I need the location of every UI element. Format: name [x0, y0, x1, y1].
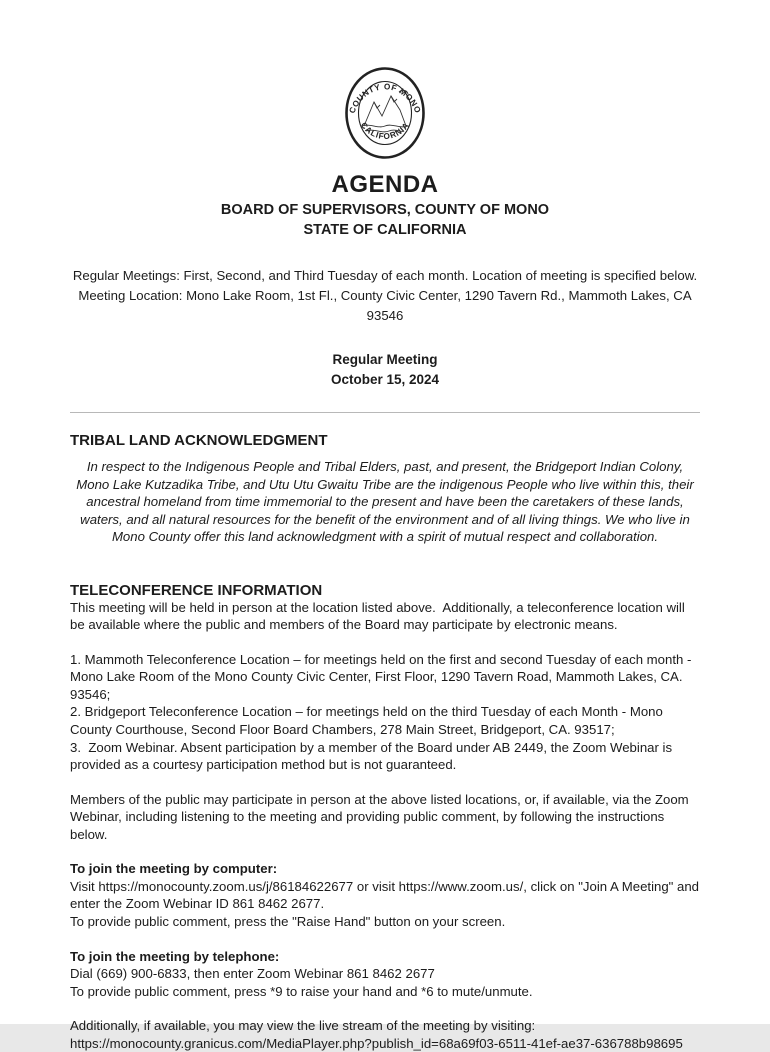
- join-by-telephone-heading: To join the meeting by telephone:: [70, 948, 280, 964]
- county-seal: [70, 66, 700, 165]
- document-title: AGENDA: [331, 171, 439, 198]
- livestream-intro: Additionally, if available, you may view the live stream of the meeting by visiting:: [70, 1018, 536, 1034]
- meeting-schedule-and-location: Regular Meetings: First, Second, and Third Tuesday of each month. Location of meeting is specified below. Meeting Location: Mono Lake Room, 1st Fl., County Civic Center, 1290 Tavern Rd., Mammoth Lakes, CA 93546: [72, 268, 698, 323]
- teleconference-location-1: 1. Mammoth Teleconference Location – for meetings held on the first and second Tuesday of each month - Mono Lake Room of the Mono County Civic Center, First Floor, 1290 Tavern Road, Mammoth Lakes, CA. 93546;: [70, 651, 696, 702]
- teleconference-location-2: 2. Bridgeport Teleconference Location – for meetings held on the third Tuesday of each Month - Mono County Courthouse, Second Floor Board Chambers, 278 Main Street, Bridgeport, CA. 93517;: [70, 704, 667, 738]
- teleconference-intro: This meeting will be held in person at the location listed above. Additionally, a teleconference location will be available where the public and members of the Board may participate by electronic means.: [70, 599, 689, 633]
- document-subtitle-board: BOARD OF SUPERVISORS, COUNTY OF MONO: [220, 202, 550, 218]
- telephone-public-comment-instructions: To provide public comment, press *9 to raise your hand and *6 to mute/unmute.: [70, 983, 533, 999]
- section-divider: [70, 412, 700, 413]
- public-participation-text: Members of the public may participate in person at the above listed locations, or, if available, via the Zoom Webinar, including listening to the meeting and providing public comment, by following the instructions below.: [70, 791, 693, 842]
- computer-public-comment-instructions: To provide public comment, press the "Raise Hand" button on your screen.: [70, 913, 506, 929]
- meeting-date: October 15, 2024: [330, 371, 440, 387]
- document-subtitle-state: STATE OF CALIFORNIA: [303, 221, 467, 238]
- seal-bottom-text: CALIFORNIA: [358, 120, 412, 142]
- tribal-land-acknowledgment-heading: TRIBAL LAND ACKNOWLEDGMENT: [70, 432, 328, 450]
- meeting-type-block: [70, 350, 700, 391]
- seal-top-text: COUNTY OF MONO: [347, 82, 423, 115]
- meeting-type: Regular Meeting: [332, 351, 438, 367]
- county-seal-graphic: [344, 66, 426, 160]
- join-by-telephone-instructions: Dial (669) 900-6833, then enter Zoom Webinar 861 8462 2677: [70, 966, 435, 982]
- teleconference-information-heading: TELECONFERENCE INFORMATION: [70, 581, 323, 599]
- join-by-computer-instructions: Visit https://monocounty.zoom.us/j/86184622677 or visit https://www.zoom.us/, click on "Join A Meeting" and enter the Zoom Webinar ID 861 8462 2677.: [70, 878, 703, 912]
- join-by-computer-heading: To join the meeting by computer:: [70, 861, 278, 877]
- livestream-url: https://monocounty.granicus.com/MediaPlayer.php?publish_id=68a69f03-6511-41ef-ae37-636788b98695: [70, 1035, 683, 1051]
- teleconference-location-3: 3. Zoom Webinar. Absent participation by a member of the Board under AB 2449, the Zoom Webinar is provided as a courtesy participation method but is not guaranteed.: [70, 739, 676, 773]
- tribal-land-acknowledgment-text: In respect to the Indigenous People and Tribal Elders, past, and present, the Bridgeport Indian Colony, Mono Lake Kutzadika Tribe, and Utu Utu Gwaitu Tribe are the indigenous People who live within this, their ancestral homeland from time immemorial to the present and have been the caretakers of these lands, waters, and all natural resources for the benefit of the environment and of all living things. We who live in Mono County offer this land acknowledgment with a spirit of mutual respect and collaboration.: [76, 459, 698, 545]
